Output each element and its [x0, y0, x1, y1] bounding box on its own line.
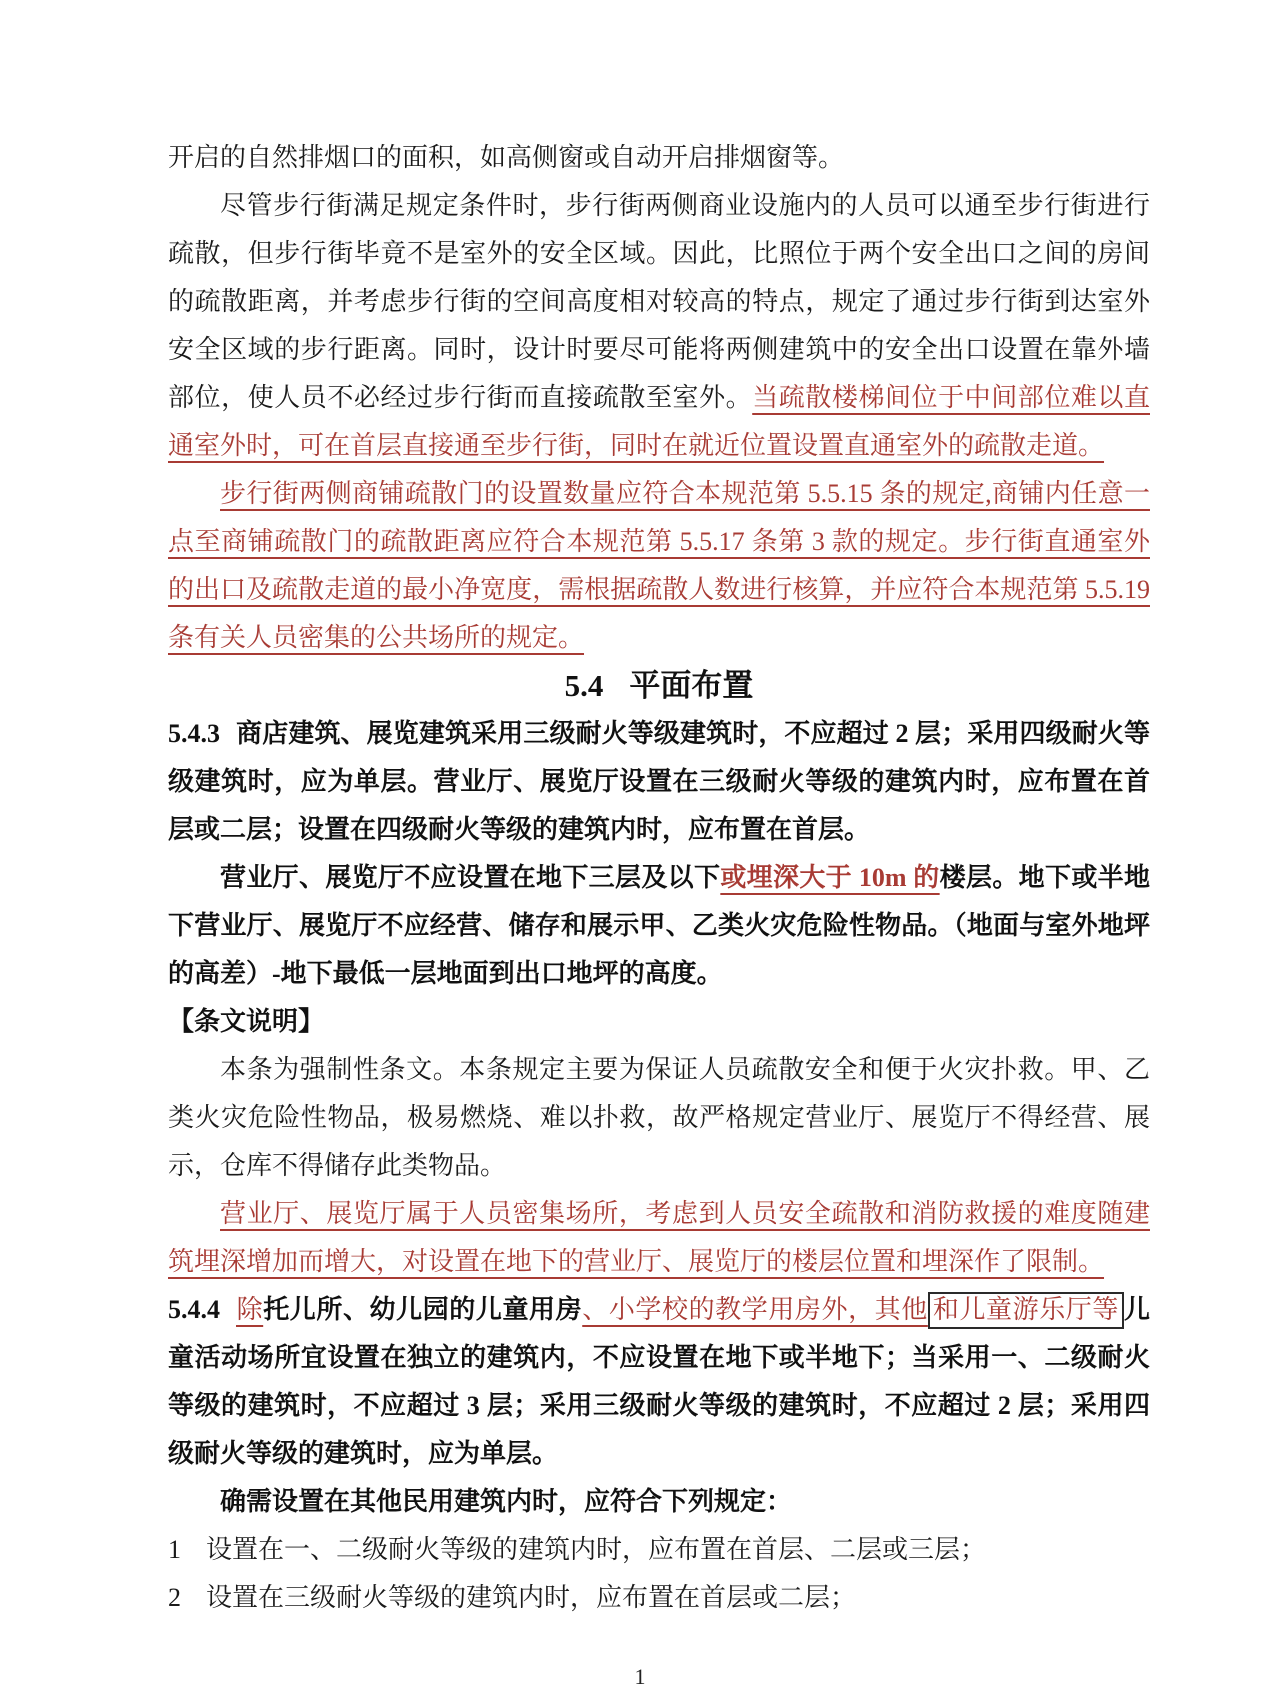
list-item-number: 2: [168, 1583, 181, 1612]
list-item-2: [168, 1574, 1150, 1622]
clause-text: 儿童活动场所宜设置在独立的建筑内，不应设置在地下或半地下；当采用一、二级耐火等级的建筑时，不应超过 3 层；采用三级耐火等级的建筑时，不应超过 2 层；采用四级耐火等级的建筑时，应为单层。: [168, 1295, 1150, 1468]
paragraph-shop-doors-inserted: [168, 470, 1150, 662]
inserted-revision-text: 当疏散楼梯间位于中间部位难以直通室外时，可在首层直接通至步行街，同时在就近位置设置直通室外的疏散走道。: [168, 383, 1150, 460]
label-text: 【条文说明】: [168, 1007, 325, 1036]
section-number: 5.4: [564, 668, 604, 703]
clause-text: 托儿所、幼儿园的儿童用房: [263, 1295, 583, 1324]
inserted-revision-text: 、小学校的教学用房外，其他: [582, 1295, 928, 1324]
clause-text: 商店建筑、展览建筑采用三级耐火等级建筑时，不应超过 2 层；采用四级耐火等级建筑时，应为单层。营业厅、展览厅设置在三级耐火等级的建筑内时，应布置在首层或二层；设置在四级耐火等级的建筑内时，应布置在首层。: [168, 719, 1150, 844]
inserted-revision-text: 除: [236, 1295, 264, 1324]
clause-text: 确需设置在其他民用建筑内时，应符合下列规定：: [220, 1487, 793, 1516]
inserted-revision-text: 营业厅、展览厅属于人员密集场所，考虑到人员安全疏散和消防救援的难度随建筑埋深增加而增大，对设置在地下的营业厅、展览厅的楼层位置和埋深作了限制。: [168, 1199, 1150, 1276]
paragraph-explanation-body: [168, 1046, 1150, 1190]
boxed-annotation-text: 和儿童游乐厅等: [928, 1292, 1124, 1329]
clause-text: 楼层。地下或半地下营业厅、展览厅不应经营、储存和展示甲、乙类火灾危险性物品。（地面与室外地坪的高差）-地下最低一层地面到出口地坪的高度。: [168, 863, 1150, 988]
list-item-text: 设置在三级耐火等级的建筑内时，应布置在首层或二层；: [206, 1583, 857, 1612]
clause-number: 5.4.3: [168, 719, 220, 748]
section-title: 平面布置: [629, 668, 754, 703]
explanation-label: [168, 998, 1150, 1046]
inserted-revision-text: 或埋深大于 10m 的: [720, 863, 940, 892]
paragraph-smoke-vent-tail: [168, 134, 1150, 182]
clause-5-4-4: [168, 1286, 1150, 1478]
inserted-revision-text: 步行街两侧商铺疏散门的设置数量应符合本规范第 5.5.15 条的规定,商铺内任意一点至商铺疏散门的疏散距离应符合本规范第 5.5.17 条第 3 款的规定。步行街直通室外的出口及疏散走道的最小净宽度，需根据疏散人数进行核算，并应符合本规范第 5.5.19 条有关人员密集的公共场所的规定。: [168, 479, 1150, 652]
clause-5-4-3: [168, 710, 1150, 854]
paragraph-explanation-inserted: [168, 1190, 1150, 1286]
paragraph-other-buildings-lead: [168, 1478, 1150, 1526]
paragraph-pedestrian-street: [168, 182, 1150, 470]
section-heading: [168, 662, 1150, 710]
body-text: 本条为强制性条文。本条规定主要为保证人员疏散安全和便于火灾扑救。甲、乙类火灾危险性物品，极易燃烧、难以扑救，故严格规定营业厅、展览厅不得经营、展示，仓库不得储存此类物品。: [168, 1055, 1150, 1180]
list-item-number: 1: [168, 1535, 181, 1564]
list-item-text: 设置在一、二级耐火等级的建筑内时，应布置在首层、二层或三层；: [206, 1535, 987, 1564]
body-text: 开启的自然排烟口的面积，如高侧窗或自动开启排烟窗等。: [168, 143, 845, 172]
list-item-1: [168, 1526, 1150, 1574]
paragraph-hall-floors: [168, 854, 1150, 998]
clause-number: 5.4.4: [168, 1295, 220, 1324]
page-number: 1: [634, 1664, 646, 1689]
body-text: 尽管步行街满足规定条件时，步行街两侧商业设施内的人员可以通至步行街进行疏散，但步行街毕竟不是室外的安全区域。因此，比照位于两个安全出口之间的房间的疏散距离，并考虑步行街的空间高度相对较高的特点，规定了通过步行街到达室外安全区域的步行距离。同时，设计时要尽可能将两侧建筑中的安全出口设置在靠外墙部位，使人员不必经过步行街而直接疏散至室外。: [168, 191, 1150, 412]
clause-text: 营业厅、展览厅不应设置在地下三层及以下: [220, 863, 721, 892]
